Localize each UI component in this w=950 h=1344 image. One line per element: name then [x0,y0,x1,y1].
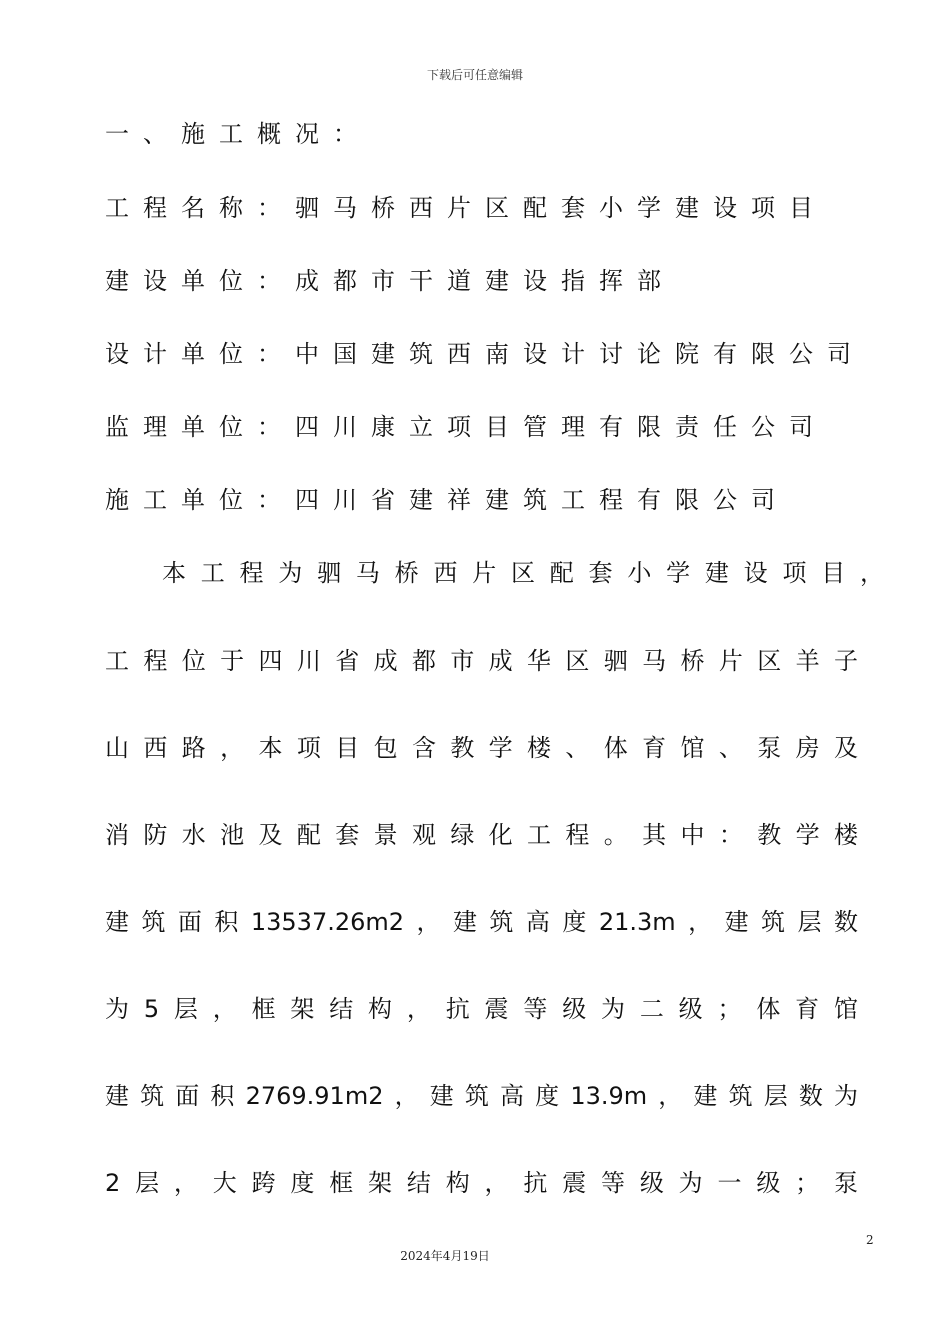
body-paragraph-line: 山西路，本项目包含教学楼、体育馆、泵房及 [105,734,858,762]
page-number: 2 [866,1233,874,1247]
section-heading: 一、施工概况： [105,120,371,148]
footer-date: 2024年4月19日 [400,1249,490,1263]
contractor-line: 施工单位：四川省建祥建筑工程有限公司 [105,486,789,514]
body-paragraph-line: 工程位于四川省成都市成华区驷马桥片区羊子 [105,647,858,675]
designer-line: 设计单位：中国建筑西南设计讨论院有限公司 [105,340,865,368]
body-paragraph-line: 2层，大跨度框架结构，抗震等级为一级；泵 [105,1169,858,1197]
body-paragraph-line: 本工程为驷马桥西片区配套小学建设项目， [162,559,884,587]
body-paragraph-line: 消防水池及配套景观绿化工程。其中：教学楼 [105,821,858,849]
body-paragraph-line: 为5层，框架结构，抗震等级为二级；体育馆 [105,995,858,1023]
supervisor-line: 监理单位：四川康立项目管理有限责任公司 [105,413,827,441]
body-paragraph-line: 建筑面积13537.26m2，建筑高度21.3m，建筑层数 [105,908,858,936]
project-name-line: 工程名称：驷马桥西片区配套小学建设项目 [105,194,827,222]
page-header: 下载后可任意编辑 [426,68,523,82]
body-paragraph-line: 建筑面积2769.91m2，建筑高度13.9m，建筑层数为 [105,1082,858,1110]
owner-line: 建设单位：成都市干道建设指挥部 [105,267,675,295]
